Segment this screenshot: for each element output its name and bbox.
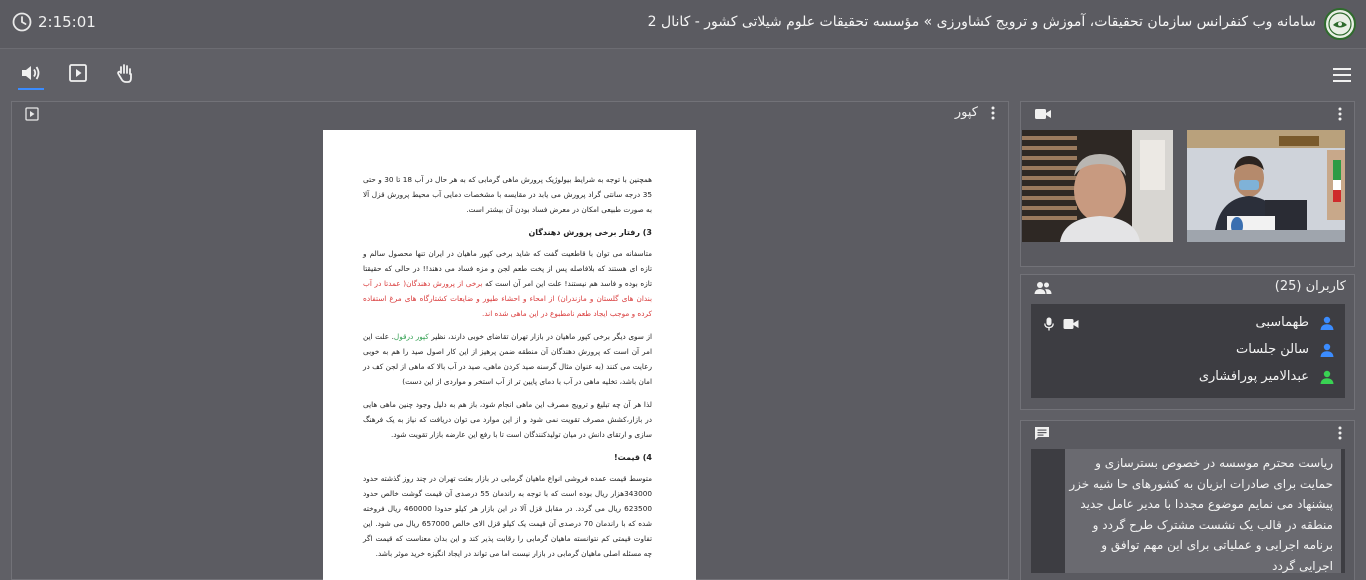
- doc-heading: 3) رفتار برخی پرورش دهندگان: [528, 228, 652, 237]
- video-options-icon[interactable]: [1335, 106, 1345, 122]
- active-indicator: [18, 88, 44, 90]
- doc-text-run: از سوی دیگر برخی کپور ماهیان در بازار تهران تقاضای خوبی دارند، نظیر: [428, 332, 652, 341]
- user-icon: [1320, 370, 1334, 384]
- camera-icon[interactable]: [1063, 318, 1079, 330]
- hamburger-menu-icon: [1330, 64, 1356, 86]
- video-camera-icon: [1034, 107, 1052, 121]
- user-row[interactable]: [1031, 337, 1345, 364]
- chat-message: ریاست محترم موسسه در خصوص بسترسازی و حمایت برای صادرات ابزیان به کشورهای حا شیه خزر پیشنهاد می نمایم موضوع مجددا با مدیر عامل جدید منطقه در قالب یک نشست مشترک طرح گردد و برنامه اجرایی و عملیاتی برای این مهم توافق و اجرایی گردد: [1065, 449, 1341, 573]
- user-name: طهماسبی: [1255, 315, 1309, 330]
- user-icon: [1320, 343, 1334, 357]
- chat-bubble-icon: [1034, 426, 1050, 442]
- page-title: سامانه وب کنفرانس سازمان تحقیقات، آموزش و ترویج کشاورزی » مؤسسه تحقیقات علوم شیلاتی کشور - کانال 2: [647, 14, 1316, 30]
- video-feed-participant[interactable]: [1022, 130, 1173, 242]
- clock-icon: [12, 12, 32, 32]
- users-group-icon: [1034, 281, 1052, 295]
- toolbar: [0, 49, 1366, 99]
- doc-paragraph: [363, 246, 652, 321]
- session-timer: 2:15:01: [38, 13, 96, 31]
- doc-heading: 4) قیمت!: [613, 453, 652, 462]
- users-list: [1031, 304, 1345, 398]
- doc-text-run: متاسفانه می توان با قاطعیت گفت که شاید برخی کپور ماهیان در ایران تنها محصول سالم و تازه ای هستند که بلافاصله پس از پخت طعم لجن و مزه فساد می دهند!! در حالی که حقیقتا تازه بوده و فاسد هم نیستند! علت این امر آن است که: [363, 249, 652, 288]
- presentation-toggle-icon[interactable]: [25, 107, 39, 121]
- doc-text-run: . علت این امر آن است که پرورش دهندگان آن منطقه ضمن پرهیز از این کار اصول صید را هم به خوبی رعایت می کنند (به عنوان مثال گرسنه صید کردن ماهی، صید در آب بالا که ماهی از لجن کف در امان باشد، تخلیه ماهی در آب با دمای پایین تر از آب استخر و مواردی از این دست): [363, 332, 652, 386]
- document-page: [323, 130, 696, 580]
- raise-hand-button[interactable]: [112, 60, 138, 86]
- doc-paragraph: [363, 329, 652, 389]
- video-feed-meeting-room[interactable]: [1187, 130, 1345, 242]
- microphone-icon[interactable]: [1044, 317, 1054, 331]
- raise-hand-icon: [114, 62, 136, 84]
- presentation-play-icon: [68, 63, 88, 83]
- user-icon: [1320, 316, 1334, 330]
- users-title: کاربران (25): [1274, 279, 1346, 294]
- presentation-options-icon[interactable]: [988, 105, 998, 121]
- user-name: عبدالامیر پورافشاری: [1198, 369, 1309, 384]
- user-row[interactable]: [1031, 310, 1345, 337]
- chat-messages: [1031, 449, 1345, 573]
- doc-highlight-text: کپور درقول: [393, 332, 429, 341]
- presentation-title: کپور: [954, 105, 978, 120]
- audio-button[interactable]: [18, 60, 44, 86]
- institute-logo: [1324, 8, 1356, 40]
- user-name: سالن جلسات: [1236, 342, 1309, 357]
- speaker-icon: [20, 63, 42, 83]
- doc-paragraph: لذا هر آن چه تبلیغ و ترویج مصرف این ماهی انجام شود، باز هم به دلیل وجود چنین ماهی هایی در بازار،کشش مصرف تقویت نمی شود و از این موارد می توان دریافت که نیاز به یک فرهنگ سازی و ارتقای دانش در میان تولیدکنندگان است تا با رفع این عارضه بازار تقویت شود.: [363, 400, 652, 439]
- doc-paragraph: متوسط قیمت عمده فروشی انواع ماهیان گرمابی در بازار بعثت تهران در چند روز گذشته حدود 343000هزار ریال بوده است که با توجه به راندمان 55 درصدی آن قیمت گوشت خالص حدود 623500 ریال می گردد. در مقابل قزل آلا در این بازار هر کیلو حدودا 460000 ریال فروخته شده که با راندمان 70 درصدی آن قیمت یک کیلو قزل الای خالص 657000 ریال می شود. این تفاوت قیمتی کم نتوانسته ماهیان گرمابی را رقابت پذیر کند و این بدان معناست که قیمت اگر چه مسئله اصلی ماهیان گرمابی در بازار نیست اما می تواند در ایجاد انگیزه خرید موثر باشد.: [363, 474, 652, 558]
- doc-paragraph: همچنین با توجه به شرایط بیولوژیک پرورش ماهی گرمابی که به هر حال در آب 18 تا 30 و حتی 35 درجه سانتی گراد پرورش می یابد در مقایسه با مشخصات دمایی آب محیط پرورش قزل آلا به صورت طبیعی امکان در معرض فساد بودن آن بیشتر است.: [363, 175, 652, 214]
- user-row[interactable]: [1031, 364, 1345, 391]
- chat-options-icon[interactable]: [1335, 425, 1345, 441]
- doc-highlight-text: برخی از پرورش دهندگان( عمدتا در آب بندان های گلستان و مازندران) از امحاء و احشاء طیور و ضایعات کشتارگاه های مرغ استفاده کرده و موجب ایجاد طعم نامطبوع در این ماهی شده اند.: [363, 279, 652, 318]
- presentation-button[interactable]: [65, 60, 91, 86]
- main-menu-button[interactable]: [1330, 64, 1356, 86]
